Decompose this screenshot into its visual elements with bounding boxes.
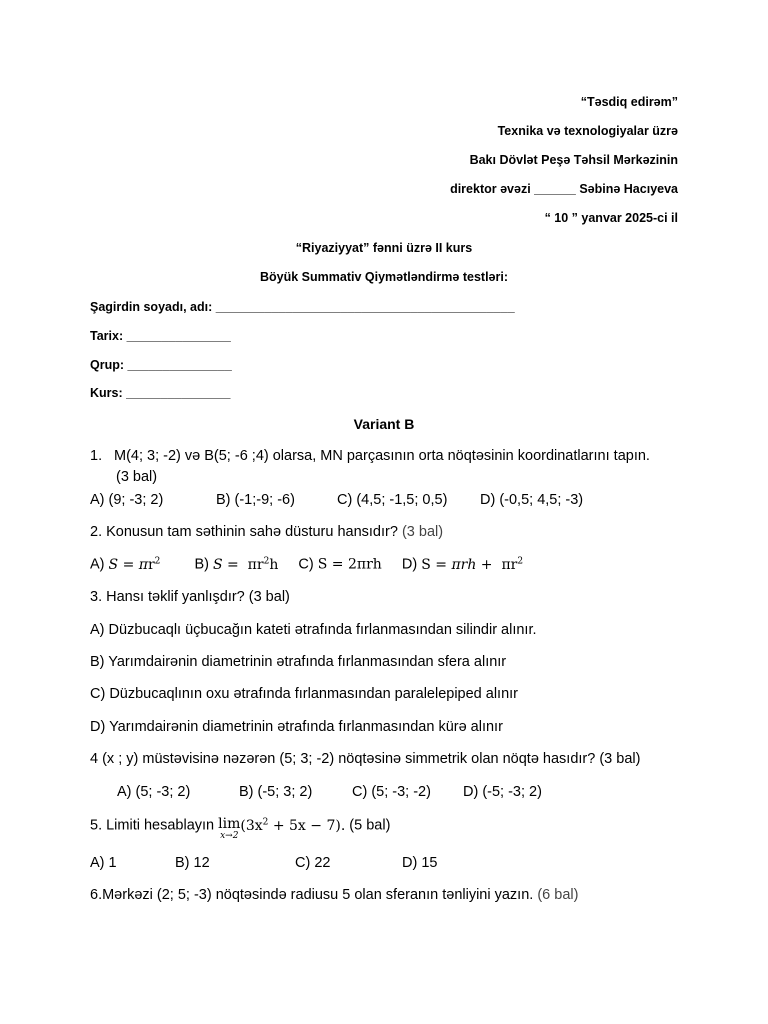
q1-text: M(4; 3; -2) və B(5; -6 ;4) olarsa, MN parçasının orta nöqtəsinin koordinatlarını tapın.	[114, 448, 650, 464]
q5-option-a: A) 1	[90, 855, 117, 871]
header-line-2: Bakı Dövlət Peşə Təhsil Mərkəzinin	[469, 153, 678, 167]
variant-heading: Variant B	[353, 416, 415, 432]
q5-expr-exponent: 2	[262, 817, 269, 827]
q6-points: (6 bal)	[537, 887, 579, 903]
q4-option-b: B) (-5; 3; 2)	[239, 784, 313, 800]
q2-option-d-label: D)	[401, 556, 418, 573]
q2-option-a: A) $S = \pi r^2$	[90, 556, 161, 573]
q5-points: (5 bal)	[345, 817, 391, 834]
q2-option-d: D) $S = \pi rh + \pi r^2$	[401, 556, 524, 573]
q3-text: 3. Hansı təklif yanlışdır? (3 bal)	[90, 589, 290, 605]
q1-option-a: A) (9; -3; 2)	[90, 492, 164, 508]
course-field: Kurs: _______________	[90, 386, 231, 400]
q5-option-d: D) 15	[402, 855, 438, 871]
test-title: Böyük Summativ Qiymətləndirmə testləri:	[260, 270, 508, 284]
q5-expression	[240, 818, 345, 834]
q2-points: (3 bal)	[401, 524, 444, 540]
q1-points: (3 bal)	[116, 469, 158, 485]
q2-question: 2. Konusun tam səthinin sahə düsturu hansıdır?	[90, 524, 398, 540]
q4-option-a: A) (5; -3; 2)	[117, 784, 191, 800]
header-date: “ 10 ” yanvar 2025-ci il	[544, 211, 678, 225]
q5-option-b: B) 12	[175, 855, 210, 871]
q2-option-c-label: C)	[298, 556, 314, 573]
q1-number: 1.	[90, 448, 103, 464]
q1-option-d: D) (-0,5; 4,5; -3)	[480, 492, 584, 508]
q5-option-c: C) 22	[295, 855, 331, 871]
group-field: Qrup: _______________	[90, 358, 232, 372]
q5-expr-part1: (3x	[240, 817, 263, 834]
q3-option-a: A) Düzbucaqlı üçbucağın kateti ətrafında fırlanmasından silindir alınır.	[90, 622, 537, 638]
student-name-field: Şagirdin soyadı, adı: ___________________________________________	[90, 300, 515, 314]
subject-title: “Riyaziyyat” fənni üzrə II kurs	[295, 241, 473, 255]
q3-option-b: B) Yarımdairənin diametrinin ətrafında fırlanmasından sfera alınır	[90, 654, 507, 670]
q2-option-a-label: A)	[90, 556, 105, 573]
q5-limit-operator	[218, 817, 240, 841]
approval-line: “Təsdiq edirəm”	[580, 95, 678, 109]
q2-option-c: C) S = 2πrh	[298, 556, 382, 573]
q5-question: 5. Limiti hesablayın	[90, 817, 215, 834]
date-field: Tarix: _______________	[90, 329, 231, 343]
q4-option-c: C) (5; -3; -2)	[352, 784, 431, 800]
q4-option-d: D) (-5; -3; 2)	[463, 784, 542, 800]
q6-text	[90, 887, 578, 903]
q6-question: 6.Mərkəzi (2; 5; -3) nöqtəsində radiusu 5 olan sferanın tənliyini yazın.	[90, 887, 534, 903]
q3-option-d: D) Yarımdairənin diametrinin ətrafında fırlanmasından kürə alınır	[90, 719, 503, 735]
q3-option-c: C) Düzbucaqlının oxu ətrafında fırlanmasından paralelepiped alınır	[90, 686, 519, 702]
q2-option-b: B) $S = \pi r^2h$	[194, 556, 279, 573]
q1-option-c: C) (4,5; -1,5; 0,5)	[337, 492, 448, 508]
q2-option-b-label: B)	[194, 556, 209, 573]
q5-expr-part2: + 5x − 7).	[268, 817, 346, 834]
q4-text: 4 (x ; y) müstəvisinə nəzərən (5; 3; -2) nöqtəsinə simmetrik olan nöqtə hasıdır? (3 bal)	[90, 751, 641, 767]
q5-lim-word: lim	[218, 816, 241, 832]
header-line-3: direktor əvəzi ______ Səbinə Hacıyeva	[450, 182, 678, 196]
q5-text	[90, 817, 390, 841]
q2-options	[90, 556, 523, 573]
header-line-1: Texnika və texnologiyalar üzrə	[497, 124, 678, 138]
q1-option-b: B) (-1;-9; -6)	[216, 492, 295, 508]
q5-lim-subscript: x→2	[220, 831, 239, 841]
q2-text	[90, 524, 443, 540]
